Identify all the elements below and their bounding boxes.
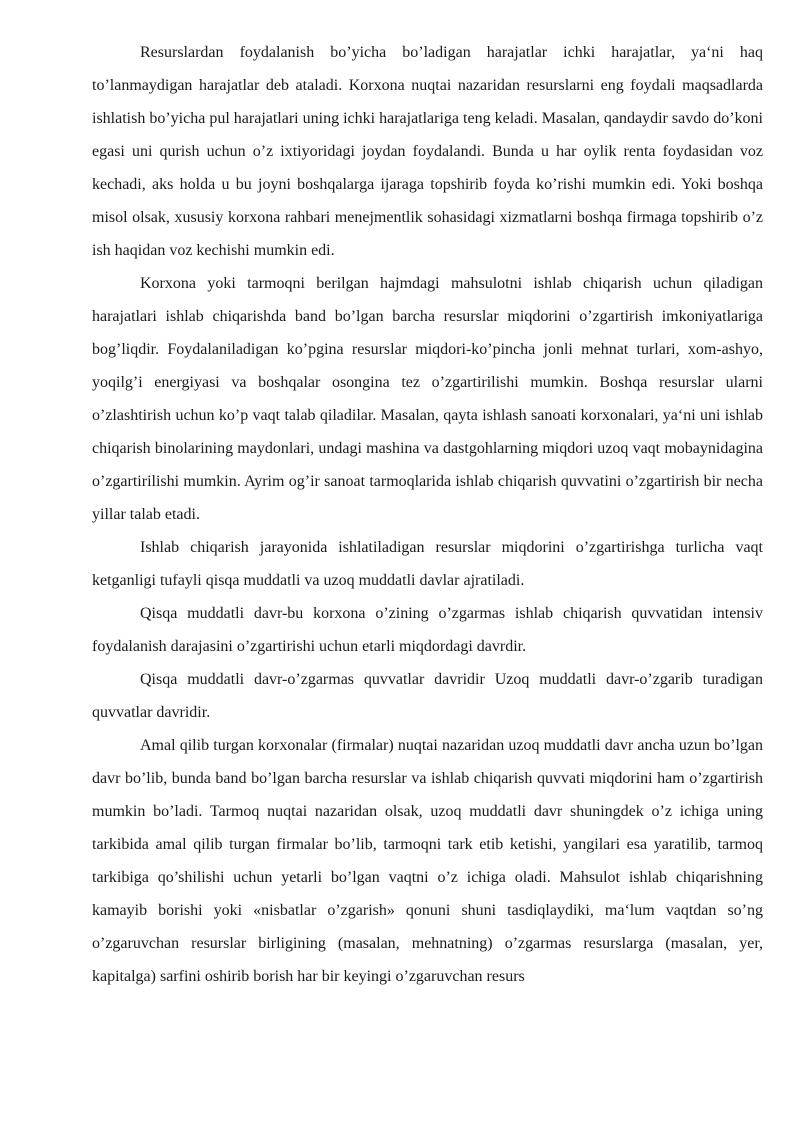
paragraph-2: Korxona yoki tarmoqni berilgan hajmdagi mahsulotni ishlab chiqarish uchun qiladigan harajatlari ishlab chiqarishda band bo’lgan barcha resurslar miqdorini o’zgartirish imkoniyatlariga bog’liqdir. Foydalaniladigan ko’pgina resurslar miqdori-ko’pincha jonli mehnat turlari, xom-ashyo, yoqilg’i energiyasi va boshqalar osongina tez o’zgartirilishi mumkin. Boshqa resurslar ularni o’zlashtirish uchun ko’p vaqt talab qiladilar. Masalan, qayta ishlash sanoati korxonalari, ya‘ni uni ishlab chiqarish binolarining maydonlari, undagi mashina va dastgohlarning miqdori uzoq vaqt mobaynidagina o’zgartirilishi mumkin. Ayrim og’ir sanoat tarmoqlarida ishlab chiqarish quvvatini o’zgartirish bir necha yillar talab etadi. — [92, 275, 763, 523]
paragraph-6: Amal qilib turgan korxonalar (firmalar) nuqtai nazaridan uzoq muddatli davr ancha uzun bo’lgan davr bo’lib, bunda band bo’lgan barcha resurslar va ishlab chiqarish quvvati miqdorini ham o’zgartirish mumkin bo’ladi. Tarmoq nuqtai nazaridan olsak, uzoq muddatli davr shuningdek o’z ichiga uning tarkibida amal qilib turgan firmalar bo’lib, tarmoqni tark etib ketishi, yangilari esa yaratilib, tarmoq tarkibiga qo’shilishi uchun yetarli bo’lgan vaqtni o’z ichiga oladi. Mahsulot ishlab chiqarishning kamayib borishi yoki «nisbatlar o’zgarish» qonuni shuni tasdiqlaydiki, ma‘lum vaqtdan so’ng o’zgaruvchan resurslar birligining (masalan, mehnatning) o’zgarmas resurslarga (masalan, yer, kapitalga) sarfini oshirib borish har bir keyingi o’zgaruvchan resurs — [92, 737, 763, 985]
paragraph-4: Qisqa muddatli davr-bu korxona o’zining o’zgarmas ishlab chiqarish quvvatidan intensiv foydalanish darajasini o’zgartirishi uchun etarli miqdordagi davrdir. — [92, 605, 763, 655]
paragraph-5: Qisqa muddatli davr-o’zgarmas quvvatlar davridir Uzoq muddatli davr-o’zgarib turadigan quvvatlar davridir. — [92, 671, 763, 721]
paragraph-3: Ishlab chiqarish jarayonida ishlatiladigan resurslar miqdorini o’zgartirishga turlicha vaqt ketganligi tufayli qisqa muddatli va uzoq muddatli davlar ajratiladi. — [92, 539, 763, 589]
paragraph-1: Resurslardan foydalanish bo’yicha bo’ladigan harajatlar ichki harajatlar, ya‘ni haq to’lanmaydigan harajatlar deb ataladi. Korxona nuqtai nazaridan resurslarni eng foydali maqsadlarda ishlatish bo’yicha pul harajatlari uning ichki harajatlariga teng keladi. Masalan, qandaydir savdo do’koni egasi uni qurish uchun o’z ixtiyoridagi joydan foydalandi. Bunda u har oylik renta foydasidan voz kechadi, aks holda u bu joyni boshqalarga ijaraga topshirib foyda ko’rishi mumkin edi. Yoki boshqa misol olsak, xususiy korxona rahbari menejmentlik sohasidagi xizmatlarni boshqa firmaga topshirib o’z ish haqidan voz kechishi mumkin edi. — [92, 44, 763, 259]
